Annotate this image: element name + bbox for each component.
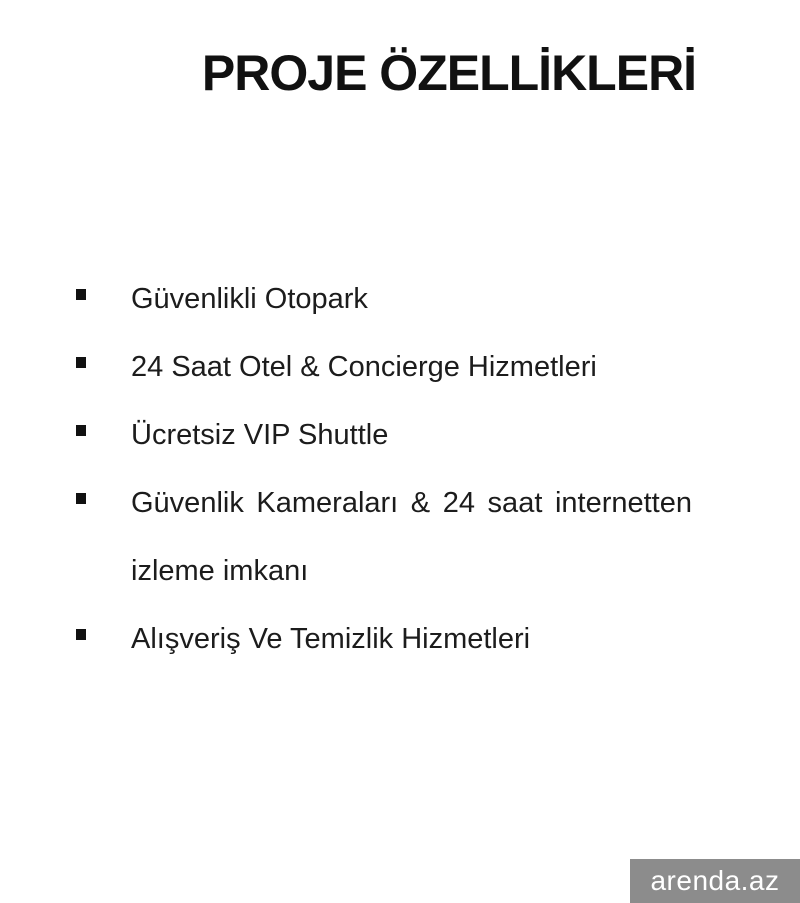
square-bullet-icon bbox=[76, 357, 86, 368]
feature-text: Güvenlikli Otopark bbox=[131, 283, 368, 315]
feature-item bbox=[76, 333, 692, 401]
square-bullet-icon bbox=[76, 629, 86, 640]
square-bullet-icon bbox=[76, 493, 86, 504]
feature-list bbox=[76, 265, 692, 673]
slide-title: PROJE ÖZELLİKLERİ bbox=[201, 45, 697, 101]
feature-item bbox=[76, 401, 692, 469]
feature-text: Ücretsiz VIP Shuttle bbox=[131, 419, 389, 451]
feature-item bbox=[76, 265, 692, 333]
square-bullet-icon bbox=[76, 289, 86, 300]
square-bullet-icon bbox=[76, 425, 86, 436]
site-watermark: arenda.az bbox=[630, 859, 800, 903]
feature-text: 24 Saat Otel & Concierge Hizmetleri bbox=[131, 351, 597, 383]
feature-item bbox=[76, 605, 692, 673]
feature-text: Güvenlik Kameraları & 24 saat internetten izleme imkanı bbox=[131, 487, 692, 587]
feature-text: Alışveriş Ve Temizlik Hizmetleri bbox=[131, 623, 531, 655]
feature-item bbox=[76, 469, 692, 605]
